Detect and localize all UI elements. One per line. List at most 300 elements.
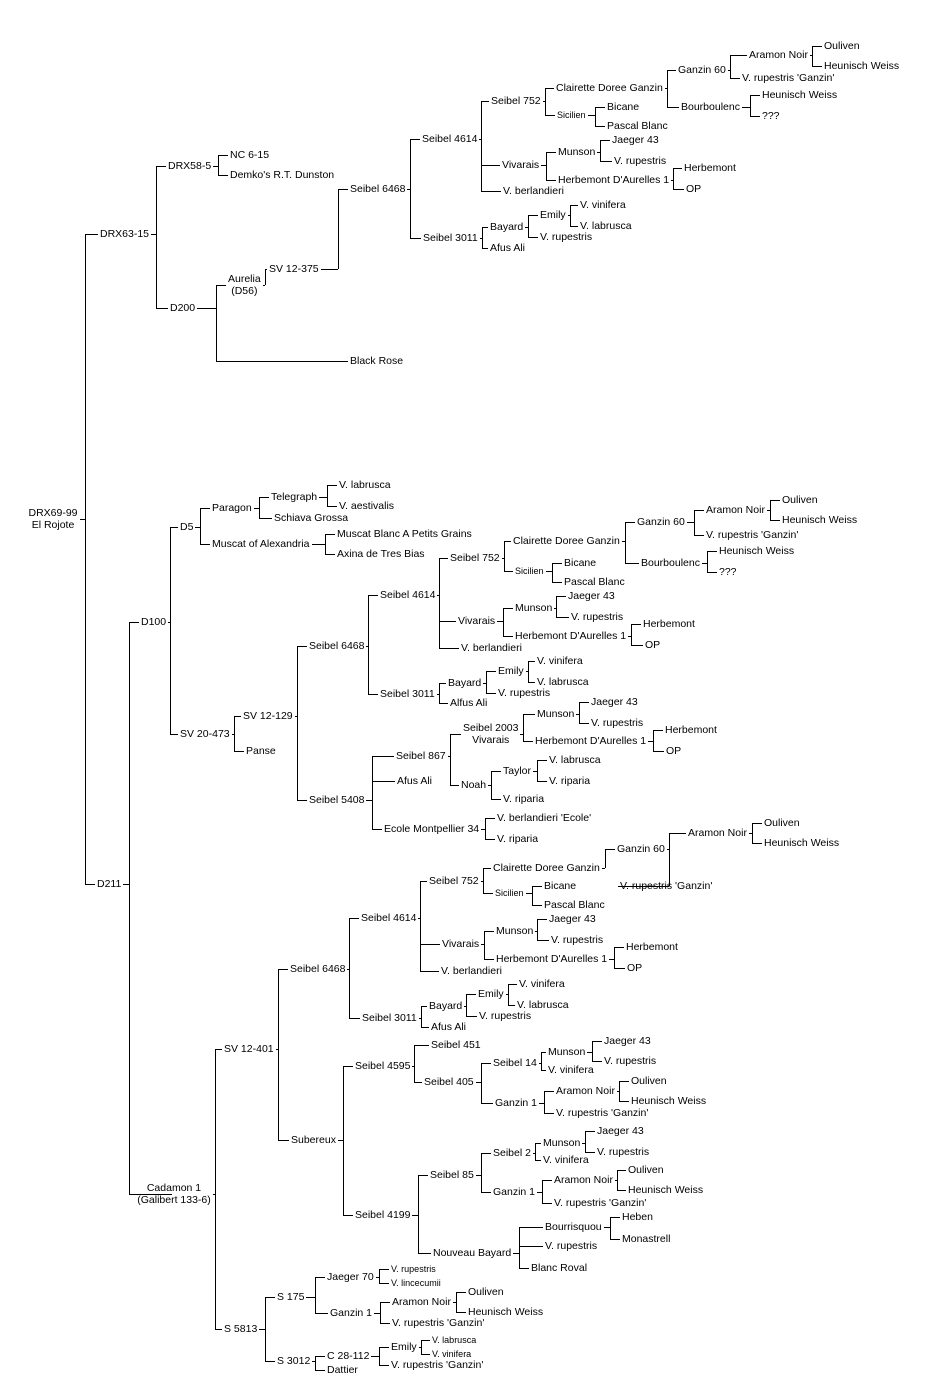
connector-line xyxy=(707,551,717,552)
connector-line xyxy=(631,645,643,646)
connector-line xyxy=(481,1103,493,1104)
cultivar-sv-12-401: SV 12-401 xyxy=(224,1043,274,1055)
connector-line xyxy=(503,608,504,636)
connector-line xyxy=(770,500,780,501)
cultivar-bayard: Bayard xyxy=(490,221,524,233)
cultivar-ganzin-1: Ganzin 1 xyxy=(330,1307,373,1319)
connector-line xyxy=(491,799,501,800)
connector-line xyxy=(421,1006,422,1027)
connector-line xyxy=(349,918,350,1018)
connector-line xyxy=(730,55,747,56)
cultivar-heunisch-weiss: Heunisch Weiss xyxy=(782,514,858,526)
connector-line xyxy=(617,1170,626,1171)
cultivar-seibel-6468: Seibel 6468 xyxy=(309,640,365,652)
connector-line xyxy=(631,624,632,645)
cultivar-seibel-85: Seibel 85 xyxy=(430,1169,474,1181)
cultivar-jaeger-43: Jaeger 43 xyxy=(597,1125,644,1137)
cultivar-v-rupestris-ganzin: V. rupestris 'Ganzin' xyxy=(556,1107,649,1119)
cultivar-aramon-noir: Aramon Noir xyxy=(554,1174,613,1186)
connector-line xyxy=(218,155,228,156)
cultivar-seibel-14: Seibel 14 xyxy=(493,1057,537,1069)
cultivar-emily: Emily xyxy=(540,209,566,221)
connector-line xyxy=(315,1313,328,1314)
cultivar-aramon-noir: Aramon Noir xyxy=(706,504,765,516)
connector-line xyxy=(504,541,511,542)
connector-line xyxy=(541,1052,542,1070)
connector-line xyxy=(544,1091,554,1092)
connector-line xyxy=(673,168,674,189)
cultivar-v-vinifera: V. vinifera xyxy=(580,199,626,211)
connector-line xyxy=(379,1347,389,1348)
connector-line xyxy=(552,563,553,582)
cultivar-seibel-5408: Seibel 5408 xyxy=(309,794,365,806)
cultivar-demko-s-r-t-dunston: Demko's R.T. Dunston xyxy=(230,169,335,181)
connector-line xyxy=(380,1323,390,1324)
connector-line xyxy=(278,1140,289,1141)
connector-line xyxy=(297,646,307,647)
connector-line xyxy=(439,558,440,648)
cultivar-clairette-doree-ganzin: Clairette Doree Ganzin xyxy=(493,862,600,874)
connector-line xyxy=(614,968,625,969)
connector-line xyxy=(542,1203,552,1204)
connector-line xyxy=(170,734,178,735)
cultivar-d211: D211 xyxy=(97,878,122,890)
connector-line xyxy=(519,1246,543,1247)
connector-line xyxy=(200,544,210,545)
connector-line xyxy=(482,227,483,248)
connector-line xyxy=(259,497,260,518)
cultivar-seibel-6468: Seibel 6468 xyxy=(290,963,346,975)
connector-line xyxy=(812,46,822,47)
connector-line xyxy=(592,1041,593,1061)
cultivar-d100: D100 xyxy=(141,616,167,628)
cultivar-vivarais: Vivarais xyxy=(442,938,480,950)
connector-line xyxy=(418,1175,428,1176)
connector-line xyxy=(653,730,654,751)
connector-line xyxy=(410,139,411,238)
connector-line xyxy=(694,510,695,535)
cultivar-v-rupestris: V. rupestris xyxy=(551,934,604,946)
cultivar-v-berlandieri: V. berlandieri xyxy=(441,965,502,977)
connector-line xyxy=(631,624,641,625)
connector-line xyxy=(481,1192,491,1193)
connector-line xyxy=(85,884,95,885)
connector-line xyxy=(528,682,535,683)
connector-line xyxy=(546,152,547,180)
connector-line xyxy=(752,823,762,824)
connector-line xyxy=(482,227,488,228)
cultivar-bicane: Bicane xyxy=(564,557,597,569)
connector-line xyxy=(372,756,373,829)
connector-line xyxy=(450,785,459,786)
connector-line xyxy=(338,189,339,269)
connector-line xyxy=(372,781,395,782)
connector-line xyxy=(481,101,489,102)
cultivar-munson: Munson xyxy=(543,1137,581,1149)
connector-line xyxy=(625,522,635,523)
cultivar-seibel-4614: Seibel 4614 xyxy=(380,589,436,601)
connector-line xyxy=(552,563,562,564)
connector-line xyxy=(218,175,228,176)
cultivar-jaeger-70: Jaeger 70 xyxy=(327,1271,374,1283)
connector-line xyxy=(619,1101,629,1102)
connector-line xyxy=(653,751,664,752)
connector-line xyxy=(812,46,813,66)
cultivar-taylor: Taylor xyxy=(503,765,532,777)
connector-line xyxy=(343,1066,353,1067)
connector-line xyxy=(491,771,501,772)
connector-line xyxy=(528,215,538,216)
cultivar-herbemont-d-aurelles-1: Herbemont D'Aurelles 1 xyxy=(535,735,647,747)
connector-line xyxy=(600,161,612,162)
cultivar-v-rupestris: V. rupestris xyxy=(591,717,644,729)
cultivar-munson: Munson xyxy=(537,708,575,720)
cultivar-v-rupestris-ganzin: V. rupestris 'Ganzin' xyxy=(620,880,713,892)
cultivar-schiava-grossa: Schiava Grossa xyxy=(274,512,349,524)
cultivar-v-rupestris: V. rupestris xyxy=(614,155,667,167)
cultivar-herbemont-d-aurelles-1: Herbemont D'Aurelles 1 xyxy=(515,630,627,642)
connector-line xyxy=(486,671,487,693)
cultivar-jaeger-43: Jaeger 43 xyxy=(549,913,596,925)
connector-line xyxy=(542,1180,552,1181)
connector-line xyxy=(545,88,554,89)
connector-line xyxy=(481,191,501,192)
cultivar-seibel-2: Seibel 2 xyxy=(493,1147,531,1159)
connector-line xyxy=(315,1356,316,1370)
connector-line xyxy=(544,1113,554,1114)
connector-line xyxy=(694,510,704,511)
connector-line xyxy=(215,1049,222,1050)
connector-line xyxy=(519,1227,543,1228)
connector-line xyxy=(667,107,679,108)
cultivar-seibel-752: Seibel 752 xyxy=(429,875,479,887)
connector-line xyxy=(481,1153,491,1154)
connector-line xyxy=(372,756,394,757)
connector-line xyxy=(535,1160,541,1161)
cultivar-ganzin-60: Ganzin 60 xyxy=(617,843,665,855)
connector-line xyxy=(368,595,369,694)
connector-line xyxy=(503,636,513,637)
cultivar-v-labrusca: V. labrusca xyxy=(580,220,632,232)
connector-line xyxy=(297,800,307,801)
connector-line xyxy=(617,1170,618,1190)
cultivar-bayard: Bayard xyxy=(448,677,482,689)
connector-line xyxy=(484,959,494,960)
connector-line xyxy=(503,608,513,609)
connector-line xyxy=(456,1312,466,1313)
cultivar-herbemont: Herbemont xyxy=(643,618,695,630)
cultivar-v-berlandieri-ecole: V. berlandieri 'Ecole' xyxy=(497,812,592,824)
cultivar-v-rupestris: V. rupestris xyxy=(545,1240,598,1252)
connector-line xyxy=(610,1217,620,1218)
cultivar-jaeger-43: Jaeger 43 xyxy=(604,1035,651,1047)
connector-line xyxy=(600,140,601,161)
cultivar-s-5813: S 5813 xyxy=(224,1323,258,1335)
connector-line xyxy=(156,166,166,167)
cultivar-afus-ali: Afus Ali xyxy=(397,775,433,787)
cultivar-seibel-2003-vivarais: Seibel 2003 Vivarais xyxy=(463,722,519,746)
connector-line xyxy=(485,818,495,819)
cultivar-seibel-4199: Seibel 4199 xyxy=(355,1209,411,1221)
cultivar-heunisch-weiss: Heunisch Weiss xyxy=(628,1184,704,1196)
connector-line xyxy=(259,518,272,519)
cultivar-pascal-blanc: Pascal Blanc xyxy=(607,120,668,132)
cultivar-sv-12-375: SV 12-375 xyxy=(269,263,319,275)
connector-line xyxy=(614,947,624,948)
connector-line xyxy=(349,918,359,919)
connector-line xyxy=(325,554,335,555)
cultivar-munson: Munson xyxy=(515,602,553,614)
cultivar-herbemont-d-aurelles-1: Herbemont D'Aurelles 1 xyxy=(496,953,608,965)
cultivar-op: OP xyxy=(666,745,682,757)
connector-line xyxy=(546,180,556,181)
cultivar-munson: Munson xyxy=(496,925,534,937)
cultivar-emily: Emily xyxy=(391,1341,417,1353)
cultivar-v-riparia: V. riparia xyxy=(503,793,545,805)
connector-line xyxy=(439,703,448,704)
connector-line xyxy=(541,1070,546,1071)
connector-line xyxy=(215,1329,222,1330)
cultivar-vivarais: Vivarais xyxy=(458,615,496,627)
connector-line xyxy=(439,683,440,703)
connector-line xyxy=(420,944,440,945)
connector-line xyxy=(579,702,580,723)
connector-line xyxy=(234,716,241,717)
connector-line xyxy=(484,931,485,959)
connector-line xyxy=(278,969,288,970)
connector-line xyxy=(338,189,348,190)
cultivar-v-berlandieri: V. berlandieri xyxy=(461,642,522,654)
cultivar-c-28-112: C 28-112 xyxy=(327,1350,370,1362)
connector-line xyxy=(673,168,682,169)
cultivar-herbemont: Herbemont xyxy=(684,162,736,174)
connector-line xyxy=(752,843,762,844)
connector-line xyxy=(523,714,535,715)
connector-line xyxy=(537,919,547,920)
connector-line xyxy=(343,1215,353,1216)
cultivar-v-riparia: V. riparia xyxy=(497,833,539,845)
cultivar-emily: Emily xyxy=(498,665,524,677)
cultivar-afus-ali: Afus Ali xyxy=(490,242,526,254)
cultivar-muscat-of-alexandria: Muscat of Alexandria xyxy=(212,538,310,550)
connector-line xyxy=(770,500,771,520)
connector-line xyxy=(234,751,244,752)
connector-line xyxy=(545,88,546,115)
connector-line xyxy=(485,818,486,839)
connector-line xyxy=(545,115,555,116)
cultivar-ganzin-1: Ganzin 1 xyxy=(495,1097,538,1109)
cultivar-d5: D5 xyxy=(180,521,194,533)
cultivar-seibel-451: Seibel 451 xyxy=(431,1039,481,1051)
cultivar-bicane: Bicane xyxy=(544,880,577,892)
cultivar-v-vinifera: V. vinifera xyxy=(519,978,565,990)
cultivar-v-labrusca: V. labrusca xyxy=(339,479,391,491)
cultivar-v-labrusca: V. labrusca xyxy=(537,676,589,688)
connector-line xyxy=(410,238,421,239)
connector-line xyxy=(321,269,338,270)
connector-line xyxy=(481,101,482,191)
connector-line xyxy=(421,1340,430,1341)
connector-line xyxy=(215,1049,216,1329)
cultivar-seibel-3011: Seibel 3011 xyxy=(423,232,478,244)
cultivar-bayard: Bayard xyxy=(429,1000,463,1012)
cultivar-v-aestivalis: V. aestivalis xyxy=(339,500,395,512)
connector-line xyxy=(439,621,456,622)
cultivar-ouliven: Ouliven xyxy=(764,817,800,829)
connector-line xyxy=(535,1143,541,1144)
connector-line xyxy=(605,849,606,868)
cultivar-v-rupestris-ganzin: V. rupestris 'Ganzin' xyxy=(742,72,835,84)
connector-line xyxy=(537,940,549,941)
connector-line xyxy=(315,1277,316,1313)
connector-line xyxy=(420,881,427,882)
connector-line xyxy=(156,308,168,309)
connector-line xyxy=(278,969,279,1140)
connector-line xyxy=(537,919,538,940)
connector-line xyxy=(380,1302,390,1303)
connector-line xyxy=(528,237,538,238)
connector-line xyxy=(595,107,605,108)
cultivar-jaeger-43: Jaeger 43 xyxy=(568,590,615,602)
connector-line xyxy=(85,234,98,235)
cultivar-seibel-867: Seibel 867 xyxy=(396,750,446,762)
connector-line xyxy=(349,1018,360,1019)
connector-line xyxy=(523,741,533,742)
connector-line xyxy=(619,1081,629,1082)
cultivar-pascal-blanc: Pascal Blanc xyxy=(564,576,625,588)
cultivar-v-rupestris: V. rupestris xyxy=(571,611,624,623)
connector-line xyxy=(730,78,740,79)
connector-line xyxy=(456,1292,457,1312)
cultivar-seibel-4595: Seibel 4595 xyxy=(355,1060,411,1072)
connector-line xyxy=(414,1045,415,1082)
cultivar-subereux: Subereux xyxy=(291,1134,336,1146)
cultivar-drx63-15: DRX63-15 xyxy=(100,228,150,240)
connector-line xyxy=(372,829,382,830)
connector-line xyxy=(481,1063,482,1103)
connector-line xyxy=(508,984,509,1005)
cultivar-op: OP xyxy=(645,639,661,651)
connector-line xyxy=(541,1052,546,1053)
connector-line xyxy=(327,506,337,507)
connector-line xyxy=(667,70,668,107)
connector-line xyxy=(812,66,822,67)
connector-line xyxy=(421,1340,422,1354)
connector-line xyxy=(619,1081,620,1101)
connector-line xyxy=(486,693,496,694)
connector-line xyxy=(466,1016,477,1017)
cultivar-aurelia-d56: Aurelia (D56) xyxy=(228,273,261,297)
connector-line xyxy=(456,1292,466,1293)
connector-line xyxy=(466,994,476,995)
connector-line xyxy=(315,1277,325,1278)
cultivar-vivarais: Vivarais xyxy=(502,159,540,171)
cultivar-seibel-4614: Seibel 4614 xyxy=(361,912,417,924)
cultivar-heunisch-weiss: Heunisch Weiss xyxy=(631,1095,707,1107)
cultivar-nouveau-bayard: Nouveau Bayard xyxy=(433,1247,512,1259)
cultivar-v-rupestris: V. rupestris xyxy=(391,1264,436,1274)
connector-line xyxy=(614,947,615,968)
cultivar-bourrisquou: Bourrisquou xyxy=(545,1221,602,1233)
connector-line xyxy=(265,269,266,285)
connector-line xyxy=(439,558,448,559)
cultivar-aramon-noir: Aramon Noir xyxy=(556,1085,615,1097)
connector-line xyxy=(380,1302,381,1323)
connector-line xyxy=(414,1045,429,1046)
cultivar-muscat-blanc-a-petits-grains: Muscat Blanc A Petits Grains xyxy=(337,528,472,540)
cultivar-aramon-noir: Aramon Noir xyxy=(688,827,747,839)
cultivar-sv-20-473: SV 20-473 xyxy=(180,728,230,740)
connector-line xyxy=(379,1269,380,1283)
connector-line xyxy=(532,905,542,906)
cultivar-dattier: Dattier xyxy=(327,1364,358,1376)
connector-line xyxy=(707,551,708,572)
cultivar-seibel-3011: Seibel 3011 xyxy=(380,688,435,700)
connector-line xyxy=(129,622,130,1194)
connector-line xyxy=(528,661,535,662)
connector-line xyxy=(504,541,505,571)
cultivar-v-labrusca: V. labrusca xyxy=(549,754,601,766)
connector-line xyxy=(418,1253,431,1254)
cultivar-sv-12-129: SV 12-129 xyxy=(243,710,293,722)
cultivar-heben: Heben xyxy=(622,1211,653,1223)
cultivar-v-rupestris: V. rupestris xyxy=(604,1055,657,1067)
connector-line xyxy=(579,723,589,724)
connector-line xyxy=(420,971,439,972)
cultivar-seibel-6468: Seibel 6468 xyxy=(350,183,406,195)
cultivar-panse: Panse xyxy=(246,745,276,757)
cultivar-ganzin-60: Ganzin 60 xyxy=(678,64,726,76)
connector-line xyxy=(605,849,615,850)
cultivar-s-175: S 175 xyxy=(277,1291,305,1303)
cultivar-sicilien: Sicilien xyxy=(557,110,586,120)
cultivar-seibel-3011: Seibel 3011 xyxy=(362,1012,417,1024)
connector-line xyxy=(610,1239,620,1240)
cultivar-aramon-noir: Aramon Noir xyxy=(749,49,808,61)
connector-line xyxy=(528,215,529,237)
connector-line xyxy=(570,226,578,227)
connector-line xyxy=(368,694,378,695)
cultivar-v-vinifera: V. vinifera xyxy=(543,1154,589,1166)
cultivar-seibel-752: Seibel 752 xyxy=(450,552,500,564)
cultivar-heunisch-weiss: Heunisch Weiss xyxy=(468,1306,544,1318)
connector-line xyxy=(556,617,569,618)
cultivar-heunisch-weiss: Heunisch Weiss xyxy=(824,60,900,72)
connector-line xyxy=(421,1006,427,1007)
connector-line xyxy=(482,248,488,249)
connector-line xyxy=(315,1370,325,1371)
connector-line xyxy=(439,683,446,684)
connector-line xyxy=(595,107,596,126)
connector-line xyxy=(421,1027,429,1028)
connector-line xyxy=(546,152,556,153)
connector-line xyxy=(265,269,267,270)
cultivar-v-rupestris-ganzin: V. rupestris 'Ganzin' xyxy=(391,1359,484,1371)
connector-line xyxy=(750,95,760,96)
connector-line xyxy=(610,1217,611,1239)
connector-line xyxy=(265,1361,275,1362)
connector-line xyxy=(752,823,753,843)
connector-line xyxy=(379,1283,389,1284)
cultivar-munson: Munson xyxy=(548,1046,586,1058)
connector-line xyxy=(200,508,210,509)
cultivar-op: OP xyxy=(686,183,702,195)
cultivar-blanc-roval: Blanc Roval xyxy=(531,1262,588,1274)
cultivar-d200: D200 xyxy=(170,302,196,314)
connector-line xyxy=(625,522,626,563)
cultivar-op: OP xyxy=(627,962,643,974)
connector-line xyxy=(491,771,492,799)
